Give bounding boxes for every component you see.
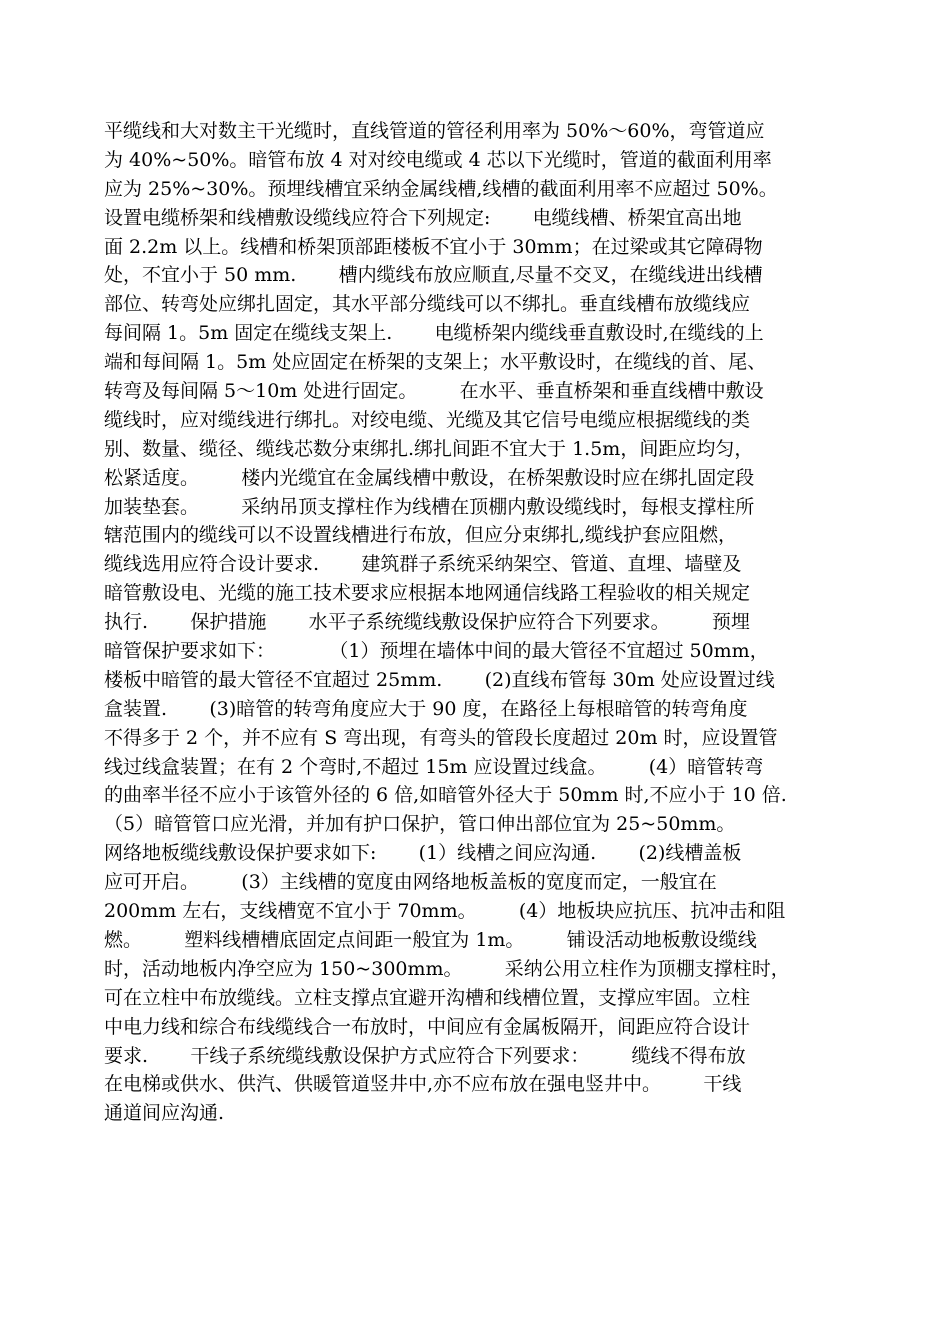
text-line: 应为 25%~30%。预埋线槽宜采纳金属线槽,线槽的截面利用率不应超过 50%。 (104, 177, 778, 200)
text-line: 处，不宜小于 50 mm. 槽内缆线布放应顺直,尽量不交叉，在缆线进出线槽 (104, 264, 763, 287)
text-line: 转弯及每间隔 5～10m 处进行固定。 在水平、垂直桥架和垂直线槽中敷设 (104, 380, 764, 403)
text-line: 执行. 保护措施 水平子系统缆线敷设保护应符合下列要求。 预埋 (104, 611, 750, 634)
text-line: 平缆线和大对数主干光缆时，直线管道的管径利用率为 50%～60%，弯管道应 (104, 120, 765, 142)
text-line: 为 40%~50%。暗管布放 4 对对绞电缆或 4 芯以下光缆时，管道的截面利用率 (104, 148, 772, 171)
body-text (104, 117, 864, 1128)
text-line: 缆线时，应对缆线进行绑扎。对绞电缆、光缆及其它信号电缆应根据缆线的类 (104, 408, 751, 431)
text-line: 暗管保护要求如下： （1）预埋在墙体中间的最大管径不宜超过 50mm， (104, 640, 769, 663)
text-line: 要求. 干线子系统缆线敷设保护方式应符合下列要求： 缆线不得布放 (104, 1044, 746, 1067)
text-line: 松紧适度。 楼内光缆宜在金属线槽中敷设，在桥架敷设时应在绑扎固定段 (104, 466, 755, 489)
text-line: 中电力线和综合布线缆线合一布放时，中间应有金属板隔开，间距应符合设计 (104, 1015, 751, 1038)
text-line: （5）暗管管口应光滑，并加有护口保护，管口伸出部位宜为 25~50mm。 (104, 813, 736, 836)
text-line: 暗管敷设电、光缆的施工技术要求应根据本地网通信线路工程验收的相关规定 (104, 582, 751, 605)
text-line: 别、数量、缆径、缆线芯数分束绑扎.绑扎间距不宜大于 1.5m，间距应均匀， (104, 437, 754, 460)
text-line: 每间隔 1。5m 固定在缆线支架上. 电缆桥架内缆线垂直敷设时,在缆线的上 (104, 322, 764, 345)
text-line: 应可开启。 (3）主线槽的宽度由网络地板盖板的宽度而定，一般宜在 (104, 871, 717, 894)
text-line: 部位、转弯处应绑扎固定，其水平部分缆线可以不绑扎。垂直线槽布放缆线应 (104, 293, 751, 316)
text-line: 不得多于 2 个，并不应有 S 弯出现，有弯头的管段长度超过 20m 时，应设置管 (104, 726, 778, 749)
text-line: 线过线盒装置；在有 2 个弯时,不超过 15m 应设置过线盒。 (4）暗管转弯 (104, 755, 764, 778)
text-line: 时，活动地板内净空应为 150~300mm。 采纳公用立柱作为顶棚支撑柱时， (104, 957, 790, 980)
text-line: 楼板中暗管的最大管径不宜超过 25mm. (2)直线布管每 30m 处应设置过线 (104, 668, 775, 691)
text-line: 辖范围内的缆线可以不设置线槽进行布放，但应分束绑扎,缆线护套应阻燃， (104, 524, 738, 547)
text-line: 的曲率半径不应小于该管外径的 6 倍,如暗管外径大于 50mm 时,不应小于 10 倍. (104, 784, 787, 807)
text-line: 燃。 塑料线槽槽底固定点间距一般宜为 1m。 铺设活动地板敷设缆线 (104, 928, 757, 951)
text-line: 端和每间隔 1。5m 处应固定在桥架的支架上；水平敷设时，在缆线的首、尾、 (104, 351, 767, 374)
text-line: 通道间应沟通. (104, 1102, 225, 1125)
text-line: 在电梯或供水、供汽、供暖管道竖井中,亦不应布放在强电竖井中。 干线 (104, 1073, 742, 1096)
text-line: 缆线选用应符合设计要求. 建筑群子系统采纳架空、管道、直埋、墙壁及 (104, 553, 742, 576)
text-line: 200mm 左右，支线槽宽不宜小于 70mm。 (4）地板块应抗压、抗冲击和阻 (104, 900, 786, 923)
text-line: 加装垫套。 采纳吊顶支撑柱作为线槽在顶棚内敷设缆线时，每根支撑柱所 (104, 495, 755, 518)
text-line: 可在立柱中布放缆线。立柱支撑点宜避开沟槽和线槽位置，支撑应牢固。立柱 (104, 986, 751, 1009)
text-line: 网络地板缆线敷设保护要求如下: (1）线槽之间应沟通. (2)线槽盖板 (104, 842, 742, 865)
text-line: 盒装置. (3)暗管的转弯角度应大于 90 度，在路径上每根暗管的转弯角度 (104, 697, 748, 720)
text-line: 面 2.2m 以上。线槽和桥架顶部距楼板不宜小于 30mm；在过梁或其它障碍物 (104, 235, 763, 258)
text-line: 设置电缆桥架和线槽敷设缆线应符合下列规定: 电缆线槽、桥架宜高出地 (104, 206, 742, 229)
